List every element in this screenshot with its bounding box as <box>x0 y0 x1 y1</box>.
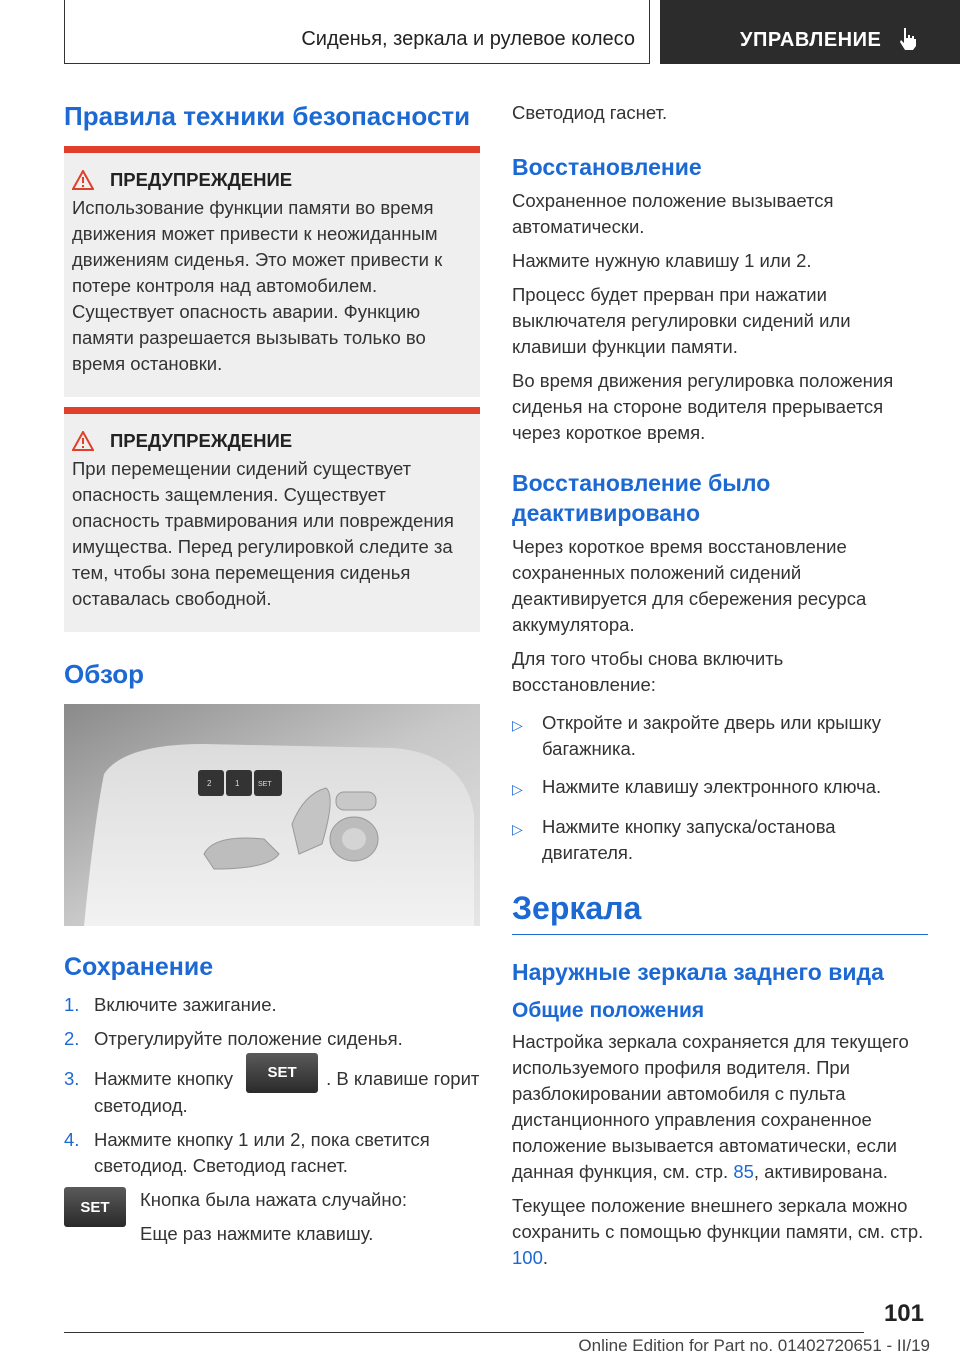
warning-label: ПРЕДУПРЕЖДЕНИЕ <box>110 169 293 190</box>
mirrors-heading: Зеркала <box>512 890 642 926</box>
warning-label: ПРЕДУПРЕЖДЕНИЕ <box>110 430 293 451</box>
outer-mirrors-heading: Наружные зеркала заднего вида <box>512 959 884 985</box>
chapter-header <box>64 0 650 64</box>
warning-triangle-icon <box>72 170 94 190</box>
warning-box-memory <box>64 146 480 397</box>
paragraph: Во время движения регулировка положения сиденья на стороне водителя прерывается через короткое время. <box>512 370 894 443</box>
accidental-press-note <box>64 1187 480 1247</box>
hand-pointer-icon <box>895 26 921 52</box>
step-item: 3. Нажмите кнопку SET . В клавише горит светодиод. <box>64 1066 480 1119</box>
set-button-image: SET <box>64 1187 126 1227</box>
save-heading: Сохранение <box>64 953 214 981</box>
list-item: ▷ Нажмите кнопку запуска/останова двигателя. <box>512 814 928 866</box>
memory-button-label: 1 <box>235 779 240 788</box>
step-item: 4. Нажмите кнопку 1 или 2, пока светится светодиод. Светодиод гаснет. <box>64 1129 430 1177</box>
safety-heading: Правила техники безопасности <box>64 101 471 131</box>
warning-text: При перемещении сидений существует опасность защемления. Существует опасность травмирования или повреждения имущества. Перед регулировкой следите за тем, чтобы зона перемещения сиденья оставалась свободной. <box>72 458 454 609</box>
paragraph: Нажмите нужную клавишу 1 или 2. <box>512 250 812 271</box>
memory-button-label: 2 <box>207 779 212 788</box>
list-item: ▷ Нажмите клавишу электронного ключа. <box>512 774 928 802</box>
warning-box-pinch <box>64 407 480 632</box>
deactivated-heading: Восстановление было деактивировано <box>512 470 771 526</box>
left-column <box>64 100 480 1247</box>
triangle-bullet-icon: ▷ <box>512 781 523 797</box>
warning-text: Использование функции памяти во время движения может привести к неожиданным движениям сиденья. Это может привести к потере контроля над автомобилем. Существует опасность аварии. Функцию памяти разрешается вызывать только во время остановки. <box>72 197 443 374</box>
section-title: УПРАВЛЕНИЕ <box>740 29 882 51</box>
chapter-title: Сиденья, зеркала и рулевое колесо <box>301 28 635 50</box>
page-link[interactable]: 100 <box>512 1247 543 1268</box>
restore-heading: Восстановление <box>512 154 702 180</box>
step-item: 2. Отрегулируйте положение сиденья. <box>64 1028 403 1049</box>
reactivation-list <box>512 710 928 866</box>
general-heading: Общие положения <box>512 999 705 1022</box>
paragraph: Сохраненное положение вызывается автоматически. <box>512 190 834 237</box>
triangle-bullet-icon: ▷ <box>512 821 523 837</box>
paragraph: Текущее положение внешнего зеркала можно сохранить с помощью функции памяти, см. стр. 100. <box>512 1195 924 1268</box>
save-steps <box>64 992 480 1179</box>
section-header <box>660 0 960 64</box>
right-column <box>512 100 928 1271</box>
edition-footer: Online Edition for Part no. 01402720651 - II/19 <box>578 1336 930 1355</box>
footer-rule <box>64 1332 864 1333</box>
step-item: 1. Включите зажигание. <box>64 994 277 1015</box>
warning-title <box>72 430 472 452</box>
paragraph: Настройка зеркала сохраняется для текущего используемого профиля водителя. При разблокировании автомобиля с пульта дистанционного управления сохраненное положение вызывается автоматически, если данная функция, см. стр. 85, активирована. <box>512 1031 909 1182</box>
heading-rule <box>512 934 928 935</box>
intro-text: Светодиод гаснет. <box>512 102 668 123</box>
page-link[interactable]: 85 <box>733 1161 754 1182</box>
note-line: Еще раз нажмите клавишу. <box>140 1223 374 1245</box>
list-item: ▷ Откройте и закройте дверь или крышку багажника. <box>512 710 928 762</box>
set-button-image: SET <box>246 1053 318 1093</box>
paragraph: Через короткое время восстановление сохраненных положений сидений деактивируется для сбережения ресурса аккумулятора. <box>512 536 867 635</box>
seat-controls-photo <box>64 704 480 926</box>
warning-title <box>72 169 472 191</box>
overview-heading: Обзор <box>64 659 144 689</box>
warning-triangle-icon <box>72 431 94 451</box>
triangle-bullet-icon: ▷ <box>512 717 523 733</box>
page-number: 101 <box>883 1300 924 1327</box>
note-line: Кнопка была нажата случайно: <box>140 1189 408 1211</box>
set-button-label: SET <box>258 781 272 788</box>
paragraph: Процесс будет прерван при нажатии выключателя регулировки сидений или клавиши функции памяти. <box>512 284 851 357</box>
paragraph: Для того чтобы снова включить восстановление: <box>512 648 784 695</box>
